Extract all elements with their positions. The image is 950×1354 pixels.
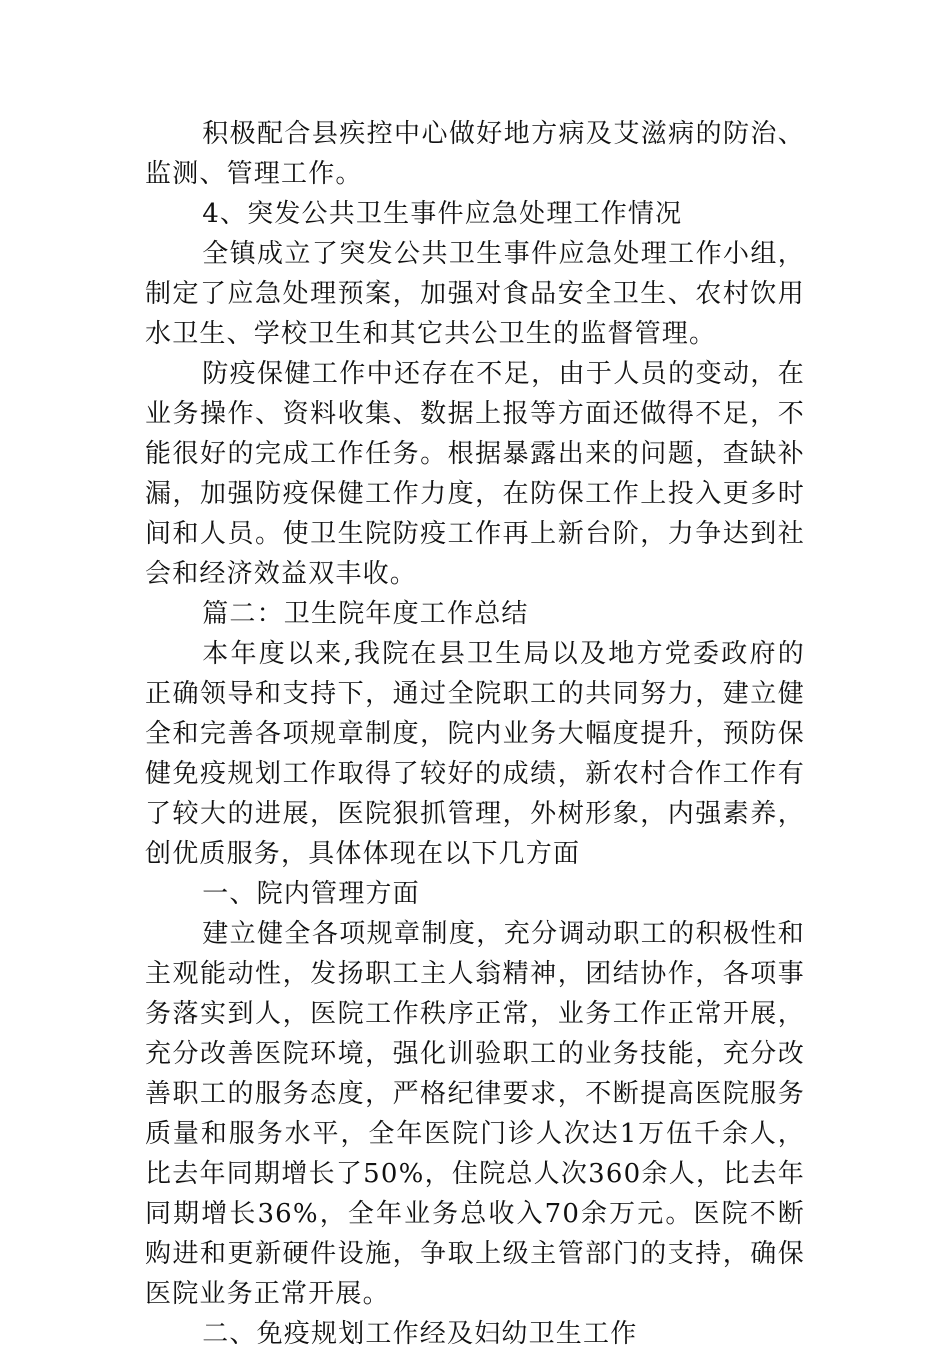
section-heading: 二、免疫规划工作经及妇幼卫生工作 — [202, 1319, 638, 1349]
paragraph: 本年度以来,我院在县卫生局以及地方党委政府的正确领导和支持下，通过全院职工的共同努力，建立健全和完善各项规章制度，院内业务大幅度提升，预防保健免疫规划工作取得了较好的成绩，新农村合作工作有了较大的进展，医院狠抓管理，外树形象，内强素养，创优质服务，具体体现在以下几方面 — [145, 639, 805, 869]
section-heading: 4、突发公共卫生事件应急处理工作情况 — [202, 199, 683, 229]
paragraph: 防疫保健工作中还存在不足，由于人员的变动，在业务操作、资料收集、数据上报等方面还做得不足，不能很好的完成工作任务。根据暴露出来的问题，查缺补漏，加强防疫保健工作力度，在防保工作上投入更多时间和人员。使卫生院防疫工作再上新台阶，力争达到社会和经济效益双丰收。 — [145, 359, 805, 589]
article-title: 篇二：卫生院年度工作总结 — [202, 599, 529, 629]
paragraph: 全镇成立了突发公共卫生事件应急处理工作小组，制定了应急处理预案，加强对食品安全卫生、农村饮用水卫生、学校卫生和其它共公卫生的监督管理。 — [145, 239, 805, 349]
paragraph: 积极配合县疾控中心做好地方病及艾滋病的防治、监测、管理工作。 — [145, 119, 805, 189]
section-heading: 一、院内管理方面 — [202, 879, 420, 909]
paragraph: 建立健全各项规章制度，充分调动职工的积极性和主观能动性，发扬职工主人翁精神，团结协作，各项事务落实到人，医院工作秩序正常，业务工作正常开展，充分改善医院环境，强化训验职工的业务技能，充分改善职工的服务态度，严格纪律要求，不断提高医院服务质量和服务水平，全年医院门诊人次达1万伍千余人，比去年同期增长了50%，住院总人次360余人，比去年同期增长36%，全年业务总收入70余万元。医院不断购进和更新硬件设施，争取上级主管部门的支持，确保医院业务正常开展。 — [145, 919, 805, 1309]
document-body — [145, 114, 805, 1354]
